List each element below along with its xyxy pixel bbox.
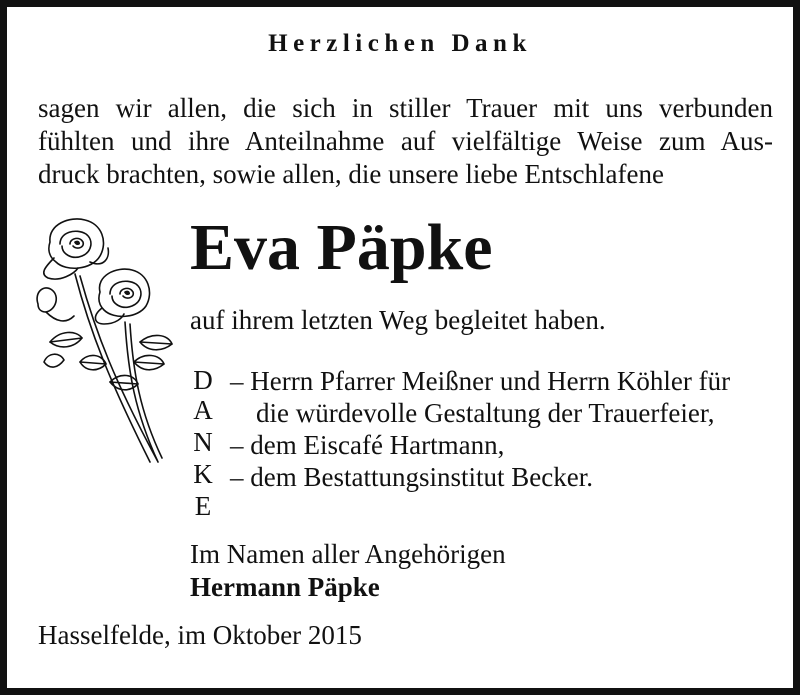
danke-letter: N — [193, 427, 213, 457]
heading: Herzlichen Dank — [268, 30, 532, 57]
danke-letter: K — [193, 459, 213, 489]
thanks-item-1-continued: die würdevolle Gestaltung der Trauerfeier, — [256, 398, 715, 428]
danke-letter: E — [194, 491, 212, 521]
signature-line: Im Namen aller Angehörigen — [190, 539, 506, 569]
roses-illustration-icon — [30, 212, 180, 477]
thanks-item-2: – dem Eiscafé Hartmann, — [230, 430, 505, 460]
signature-block — [190, 538, 506, 604]
danke-letter: D — [193, 365, 213, 395]
place-and-date: Hasselfelde, im Oktober 2015 — [38, 620, 362, 650]
intro-line-1: sagen wir allen, die sich in stiller Trauer mit uns verbunden — [38, 93, 773, 123]
intro-line-2: fühlten und ihre Anteilnahme auf vielfältige Weise zum Aus- — [38, 126, 773, 156]
thanks-item-3: – dem Bestattungsinstitut Becker. — [230, 462, 593, 492]
thanks-item-1: – Herrn Pfarrer Meißner und Herrn Köhler für — [230, 366, 731, 396]
signatory-name: Hermann Päpke — [190, 572, 380, 602]
thanks-list — [230, 365, 730, 493]
escort-text: auf ihrem letzten Weg begleitet haben. — [190, 305, 606, 335]
deceased-name: Eva Päpke — [190, 211, 493, 284]
intro-text — [38, 92, 773, 191]
intro-line-3: druck brachten, sowie allen, die unsere liebe Entschlafene — [38, 159, 664, 189]
danke-letter: A — [193, 395, 213, 425]
